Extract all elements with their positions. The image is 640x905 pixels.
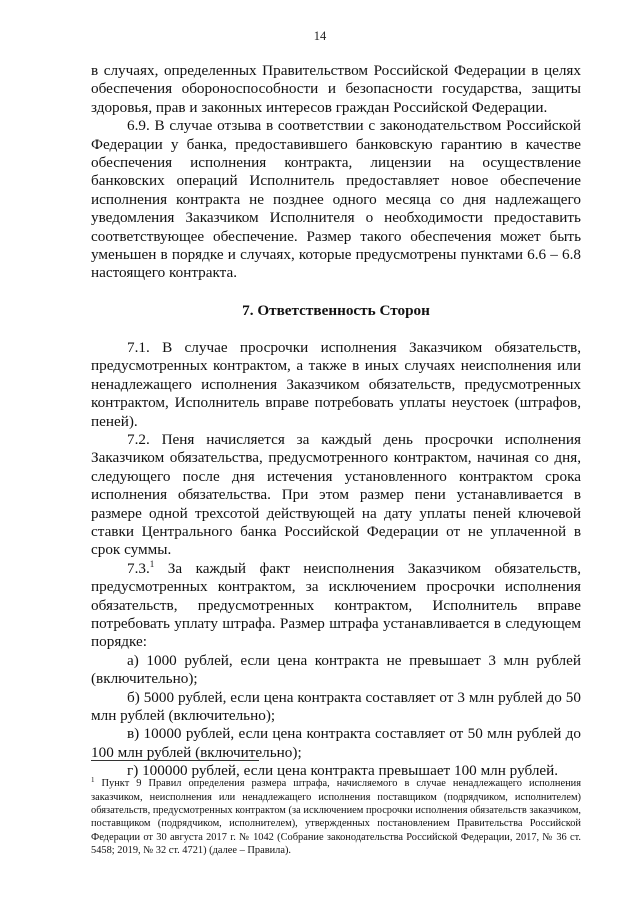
clause-7-3: [91, 560, 581, 652]
paragraph-6-9: 6.9. В случае отзыва в соответствии с законодательством Российской Федерации у банка, предоставившего банковскую гарантию в качестве обеспечения исполнения контракта, лицензии на осуществление банковских операций Исполнитель предоставляет новое обеспечение исполнения контракта не позднее одного месяца со дня надлежащего уведомления Заказчиком Исполнителя о необходимости предоставить соответствующее обеспечение. Размер такого обеспечения может быть уменьшен в порядке и случаях, которые предусмотрены пунктами 6.6 – 6.8 настоящего контракта.: [91, 117, 581, 282]
clause-7-1: 7.1. В случае просрочки исполнения Заказчиком обязательств, предусмотренных контрактом, а также в иных случаях неисполнения или ненадлежащего исполнения Заказчиком обязательств, предусмотренных контрактом, Исполнитель вправе потребовать уплаты неустоек (штрафов, пеней).: [91, 338, 581, 430]
clause-7-3-text: За каждый факт неисполнения Заказчиком обязательств, предусмотренных контрактом, за исключением просрочки исполнения обязательств, предусмотренных контрактом, Исполнитель вправе потребовать уплату штрафа. Размер штрафа устанавливается в следующем порядке:: [91, 559, 581, 651]
footnote-divider: [91, 760, 259, 761]
spacer: [91, 320, 581, 339]
footnote-text: Пункт 9 Правил определения размера штрафа, начисляемого в случае ненадлежащего исполнения заказчиком, неисполнения или ненадлежащего исполнения поставщиком (подрядчиком, исполнителем) обязательств, предусмотренных контрактом (за исключением просрочки исполнения обязательств заказчиком, поставщиком (подрядчиком, исполнителем), утвержденных постановлением Правительства Российской Федерации от 30 августа 2017 г. № 1042 (Собрание законодательства Российской Федерации, 2017, № 36 ст. 5458; 2019, № 32 ст. 4721) (далее – Правила).: [91, 778, 581, 856]
clause-7-3-number: 7.3.: [127, 559, 150, 577]
footnote-mark: 1: [91, 776, 95, 785]
spacer: [91, 283, 581, 302]
footnote: [91, 777, 581, 857]
fine-item-a: а) 1000 рублей, если цена контракта не превышает 3 млн рублей (включительно);: [91, 651, 581, 688]
section-heading: 7. Ответственность Сторон: [242, 301, 430, 319]
fine-item-d: г) 100000 рублей, если цена контракта превышает 100 млн рублей.: [127, 762, 559, 780]
page-number: 14: [313, 29, 327, 43]
fine-item-b: б) 5000 рублей, если цена контракта составляет от 3 млн рублей до 50 млн рублей (включительно);: [91, 688, 581, 724]
paragraph-continuation: в случаях, определенных Правительством Российской Федерации в целях обеспечения обороноспособности и безопасности государства, защиты здоровья, прав и законных интересов граждан Российской Федерации.: [91, 62, 581, 116]
fine-item-c: в) 10000 рублей, если цена контракта составляет от 50 млн рублей до 100 млн рублей (включительно);: [91, 725, 581, 761]
clause-7-2: 7.2. Пеня начисляется за каждый день просрочки исполнения Заказчиком обязательства, предусмотренного контрактом, начиная со дня, следующего после дня истечения установленного контрактом срока исполнения обязательства. При этом размер пени устанавливается в размере одной трехсотой действующей на дату уплаты пеней ключевой ставки Центрального банка Российской Федерации от не уплаченной в срок суммы.: [91, 430, 581, 559]
document-body: [91, 62, 581, 781]
footnote-reference[interactable]: 1: [149, 558, 155, 569]
